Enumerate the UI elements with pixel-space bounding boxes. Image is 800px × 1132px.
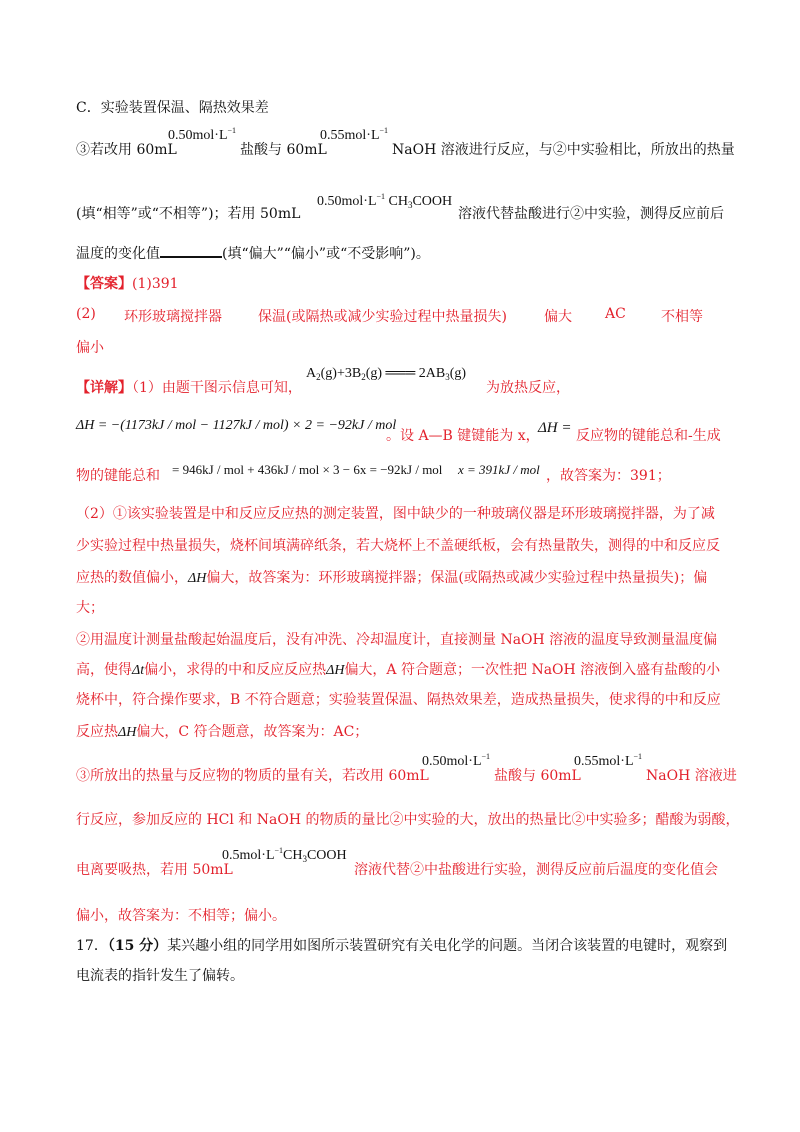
detail-p3-line-3: 烧杯中，符合操作要求，B 不符合题意；实验装置保温、隔热效果差，造成热量损失，使求得的中和反应: [76, 692, 721, 708]
question-line-3: ③若改用 60mL: [76, 142, 177, 158]
conc-formula: $0.55mol\cdot L^{-1}$: [320, 126, 389, 143]
question-line-5: 温度的变化值 (填“偏大”“偏小”或“不受影响”)。: [76, 246, 430, 262]
answer-blank: [160, 244, 222, 258]
delta-t-symbol: Δt: [132, 663, 145, 678]
detail-p4-line-4: 偏小，故答案为：不相等；偏小。: [76, 908, 286, 924]
detail-p2-line-4: 大；: [76, 600, 104, 616]
delta-h-symbol: ΔH: [118, 725, 137, 740]
detail-line-2: 。设 A—B 键键能为 x，: [386, 428, 540, 444]
bond-energy-equation: = 946kJ / mol + 436kJ / mol × 3 − 6x = −92kJ / mol: [172, 462, 443, 477]
detail-p4-line-1b: 盐酸与 60mL: [494, 768, 581, 784]
delta-h-symbol: ΔH =: [538, 420, 572, 436]
conc-formula: $0.50mol\cdot L^{-1}$ $CH_3COOH$: [317, 192, 453, 210]
detail-p4-line-1c: NaOH 溶液进: [646, 768, 737, 784]
detail-p4-line-2: 行反应，参加反应的 HCl 和 NaOH 的物质的量比②中实验的大，放出的热量比②中实验多；醋酸为弱酸，: [76, 812, 740, 828]
conc-formula: $0.50mol\cdot L^{-1}$: [168, 126, 237, 143]
delta-h-symbol: ΔH: [188, 571, 207, 586]
question-17-line-1: 17．（15 分）某兴趣小组的同学用如图所示装置研究有关电化学的问题。当闭合该装置的电键时，观察到: [76, 938, 728, 954]
question-17-line-2: 电流表的指针发生了偏转。: [76, 968, 244, 984]
detail-p2-line-1: （2）①该实验装置是中和反应反应热的测定装置，图中缺少的一种玻璃仪器是环形玻璃搅拌器，为了减: [76, 506, 715, 522]
question-line-4: (填“相等”或“不相等”)；若用 50mL: [76, 206, 301, 222]
option-c: C．实验装置保温、隔热效果差: [76, 100, 269, 116]
detail-p4-line-3: 电离要吸热，若用 50mL: [76, 862, 233, 878]
question-line-3c: NaOH 溶液进行反应，与②中实验相比，所放出的热量: [392, 142, 735, 158]
question-line-3b: 盐酸与 60mL: [240, 142, 327, 158]
x-value-equation: x = 391kJ / mol: [458, 462, 540, 477]
conc-formula: $0.55mol\cdot L^{-1}$: [574, 752, 643, 769]
conc-formula: $0.50mol\cdot L^{-1}$: [422, 752, 491, 769]
detail-p3-line-2: 高，使得Δt偏小，求得的中和反应反应热ΔH偏大，A 符合题意；一次性把 NaOH 溶液倒入盛有盐酸的小: [76, 662, 721, 678]
detail-p2-line-3: 应热的数值偏小，ΔH偏大，故答案为：环形玻璃搅拌器；保温(或隔热或减少实验过程中热量损失)；偏: [76, 570, 708, 586]
detail-line-1b: 为放热反应，: [486, 380, 570, 396]
delta-h-symbol: ΔH: [326, 663, 345, 678]
answer-line: 【答案】(1)391: [76, 276, 179, 292]
answer-row: (2) 环形玻璃搅拌器 保温(或隔热或减少实验过程中热量损失) 偏大 AC 不相等: [76, 306, 703, 325]
detail-line-3: 物的键能总和: [76, 468, 160, 484]
answer-line-2: 偏小: [76, 340, 104, 356]
conc-formula: $0.5mol\cdot L^{-1}CH_3COOH$: [222, 846, 347, 864]
detail-p3-line-1: ②用温度计测量盐酸起始温度后，没有冲洗、冷却温度计，直接测量 NaOH 溶液的温度导致测量温度偏: [76, 632, 718, 648]
detail-line-2c: 反应物的键能总和-生成: [576, 428, 721, 444]
delta-h-equation: ΔH = −(1173kJ / mol − 1127kJ / mol) × 2 = −92kJ / mol: [76, 418, 397, 433]
detail-line-3b: ，故答案为：391；: [546, 468, 671, 484]
detail-p2-line-2: 少实验过程中热量损失，烧杯间填满碎纸条，若大烧杯上不盖硬纸板，会有热量散失，测得的中和反应反: [76, 538, 720, 554]
detail-line-1: 【详解】（1）由题干图示信息可知，: [76, 380, 302, 396]
reaction-equation: $A_2(g)+3B_2(g)$ ═══ $2AB_3(g)$: [306, 366, 467, 382]
detail-p4-line-3b: 溶液代替②中盐酸进行实验，测得反应前后温度的变化值会: [354, 862, 718, 878]
detail-p4-line-1: ③所放出的热量与反应物的物质的量有关，若改用 60mL: [76, 768, 429, 784]
detail-p3-line-4: 反应热ΔH偏大，C 符合题意，故答案为：AC；: [76, 724, 369, 740]
question-line-4b: 溶液代替盐酸进行②中实验，测得反应前后: [458, 206, 724, 222]
